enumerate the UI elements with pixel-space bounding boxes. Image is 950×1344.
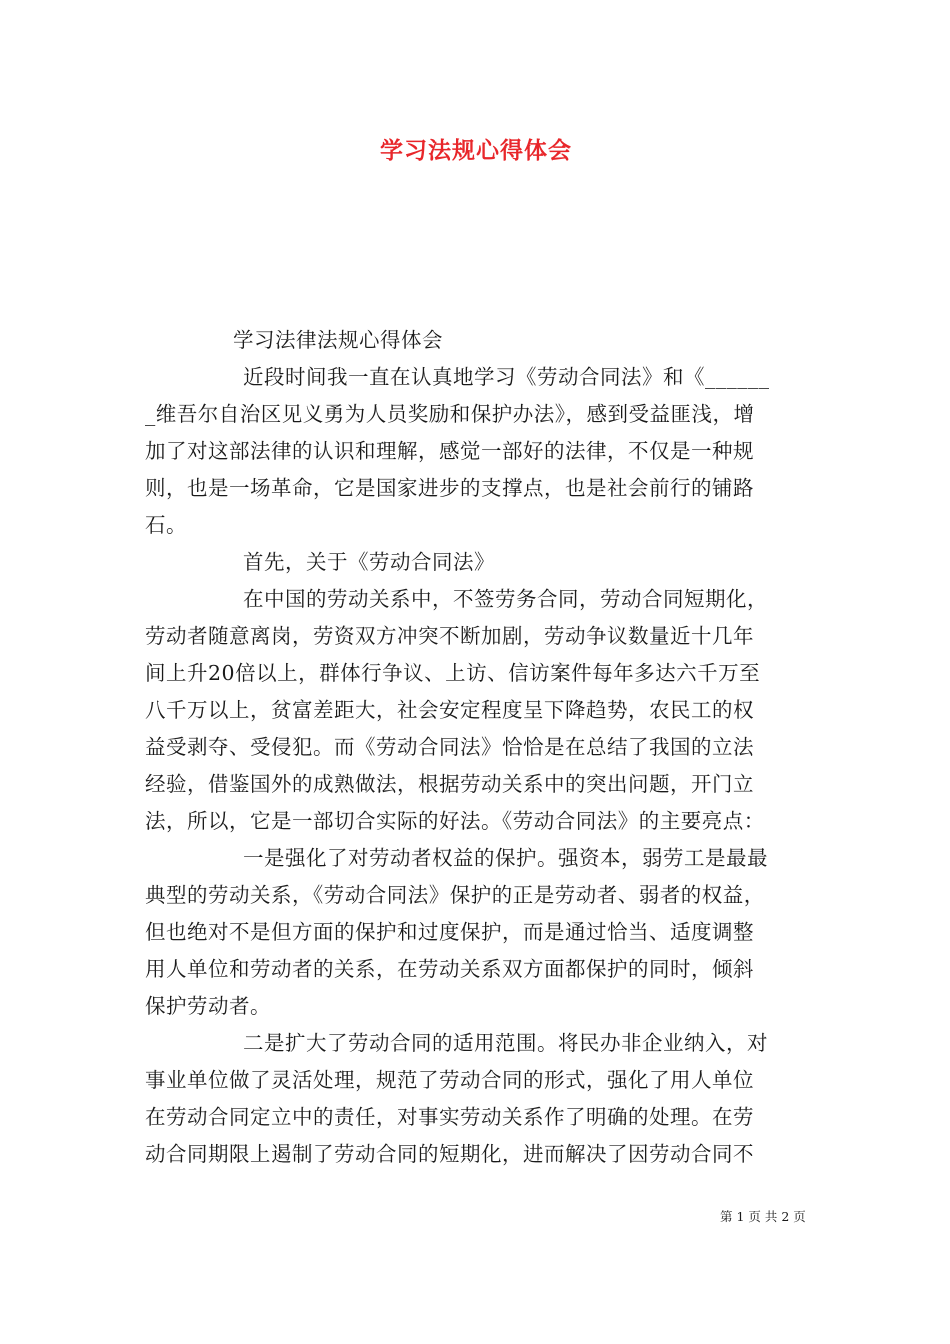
section-heading: 首先，关于《劳动合同法》: [243, 550, 495, 574]
paragraph-line: 典型的劳动关系，《劳动合同法》保护的正是劳动者、弱者的权益，: [145, 883, 765, 907]
paragraph-line: 近段时间我一直在认真地学习《劳动合同法》和《______: [243, 365, 770, 389]
document-subtitle: 学习法律法规心得体会: [233, 328, 443, 352]
paragraph-line: 八千万以上，贫富差距大，社会安定程度呈下降趋势，农民工的权: [145, 698, 754, 722]
page-title: 学习法规心得体会: [380, 138, 572, 164]
paragraph-line: 动合同期限上遏制了劳动合同的短期化，进而解决了因劳动合同不: [145, 1142, 754, 1166]
paragraph-line: _维吾尔自治区见义勇为人员奖励和保护办法》，感到受益匪浅，增: [145, 402, 755, 426]
paragraph-line: 加了对这部法律的认识和理解，感觉一部好的法律，不仅是一种规: [145, 439, 754, 463]
paragraph-line: 益受剥夺、受侵犯。而《劳动合同法》恰恰是在总结了我国的立法: [145, 735, 754, 759]
paragraph-line: 则，也是一场革命，它是国家进步的支撑点，也是社会前行的铺路: [145, 476, 754, 500]
paragraph-line: 一是强化了对劳动者权益的保护。强资本，弱劳工是最最: [243, 846, 768, 870]
paragraph-line: 法，所以，它是一部切合实际的好法。《劳动合同法》的主要亮点：: [145, 809, 765, 833]
paragraph-line: 但也绝对不是但方面的保护和过度保护，而是通过恰当、适度调整: [145, 920, 754, 944]
paragraph-line: 事业单位做了灵活处理，规范了劳动合同的形式，强化了用人单位: [145, 1068, 754, 1092]
paragraph-line: 用人单位和劳动者的关系，在劳动关系双方面都保护的同时，倾斜: [145, 957, 754, 981]
paragraph-line: 在中国的劳动关系中，不签劳务合同，劳动合同短期化，: [243, 587, 768, 611]
paragraph-line: 石。: [145, 513, 187, 537]
paragraph-line: 间上升20倍以上，群体行争议、上访、信访案件每年多达六千万至: [145, 661, 761, 685]
paragraph-line: 二是扩大了劳动合同的适用范围。将民办非企业纳入，对: [243, 1031, 768, 1055]
page-footer: 第 1 页 共 2 页: [720, 1209, 806, 1224]
paragraph-line: 保护劳动者。: [145, 994, 271, 1018]
document-body: [145, 322, 805, 1173]
paragraph-line: 在劳动合同定立中的责任，对事实劳动关系作了明确的处理。在劳: [145, 1105, 754, 1129]
paragraph-line: 经验，借鉴国外的成熟做法，根据劳动关系中的突出问题，开门立: [145, 772, 754, 796]
paragraph-line: 劳动者随意离岗，劳资双方冲突不断加剧，劳动争议数量近十几年: [145, 624, 754, 648]
